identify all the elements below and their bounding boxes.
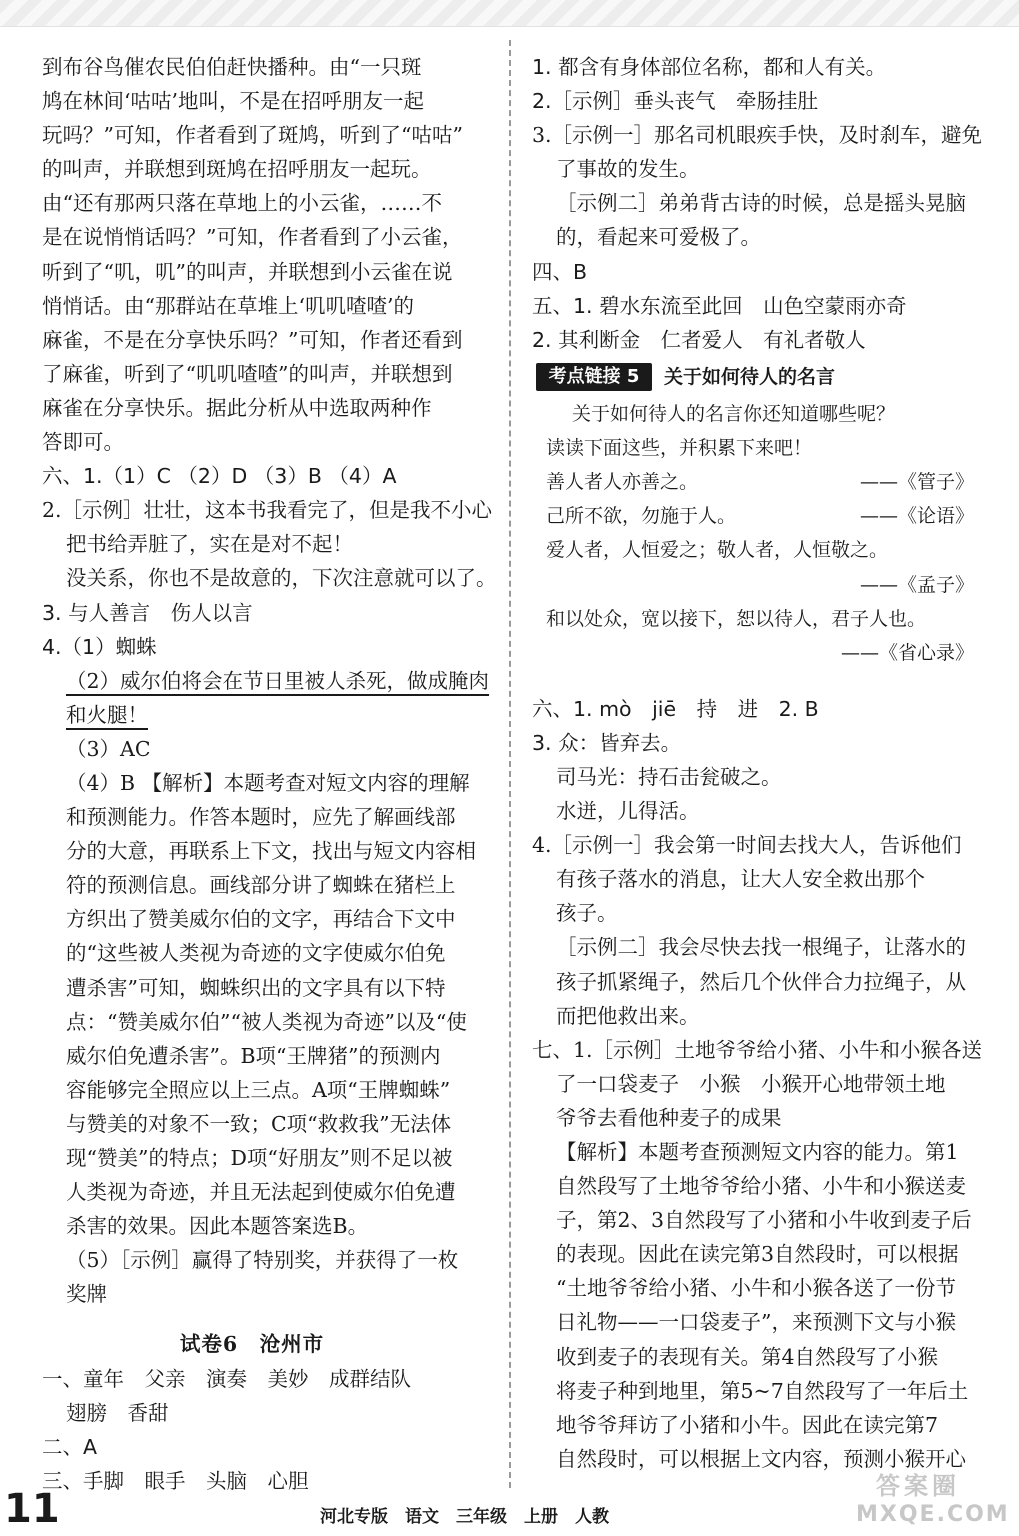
link-intro: 关于如何待人的名言你还知道哪些呢？ xyxy=(572,402,896,425)
page-number: 11 xyxy=(4,1486,60,1532)
text-line: 由“还有那两只落在草地上的小云雀，……不 xyxy=(42,191,442,216)
text-line: 玩吗？”可知，作者看到了斑鸠，听到了“咕咕” xyxy=(42,123,463,148)
quote-text: 爱人者，人恒爱之；敬人者，人恒敬之。 xyxy=(546,539,889,562)
analysis-line: 分的大意，再联系上下文，找出与短文内容相 xyxy=(66,839,476,864)
answer-line: 2.［示例］垂头丧气 牵肠挂肚 xyxy=(532,89,819,114)
paper-answer-1: 一、童年 父亲 演奏 美妙 成群结队 xyxy=(42,1366,411,1391)
text-line: 听到了“叽，叽”的叫声，并联想到小云雀在说 xyxy=(42,259,453,284)
knowledge-link-badge: 考点链接 5 xyxy=(536,363,652,391)
watermark-text: 答案圈 xyxy=(876,1472,960,1500)
quote-source: ——《管子》 xyxy=(859,471,974,494)
answer-6-4-2-cont: 和火腿！ xyxy=(66,702,148,727)
text-line: 了麻雀，听到了“叽叽喳喳”的叫声，并联想到 xyxy=(42,361,453,386)
column-divider xyxy=(509,40,511,1488)
analysis-line: 自然段写了土地爷爷给小猪、小牛和小猴送麦 xyxy=(556,1174,966,1199)
answer-6-4-3: （3）AC xyxy=(66,736,151,761)
paper-answer-2: 二、A xyxy=(42,1434,98,1459)
answer-6-2-cont: 把书给弄脏了，实在是对不起！ xyxy=(66,532,353,557)
analysis-line: 与赞美的对象不一致；C项“救救我”无法体 xyxy=(66,1111,452,1136)
answer-6-4-2: （2）威尔伯将会在节日里被人杀死，做成腌肉 xyxy=(66,668,490,693)
answer-7-1: 七、1.［示例］土地爷爷给小猪、小牛和小猴各送 xyxy=(532,1037,983,1062)
quote-source: ——《孟子》 xyxy=(859,573,974,596)
knowledge-link-title: 关于如何待人的名言 xyxy=(664,365,836,388)
answer-6-3-cont: 司马光：持石击瓮破之。 xyxy=(556,764,782,789)
analysis-line: 方织出了赞美威尔伯的文字，再结合下文中 xyxy=(66,907,456,932)
text-line: 悄悄话。由“那群站在草堆上‘叽叽喳喳’的 xyxy=(42,293,415,318)
answer-line: 1. 都含有身体部位名称，都和人有关。 xyxy=(532,55,887,79)
analysis-line: 子，第2、3自然段写了小猪和小牛收到麦子后 xyxy=(556,1208,972,1233)
text-line: 到布谷鸟催农民伯伯赶快播种。由“一只斑 xyxy=(42,55,422,79)
answer-line: 3.［示例一］那名司机眼疾手快，及时刹车，避免 xyxy=(532,123,983,148)
watermark-logo xyxy=(846,1466,1010,1530)
answer-6-4-cont: 有孩子落水的消息，让大人安全救出那个 xyxy=(556,867,925,892)
analysis-line: 符的预测信息。画线部分讲了蜘蛛在猪栏上 xyxy=(66,873,456,898)
answer-line: ［示例二］弟弟背古诗的时候，总是摇头晃脑 xyxy=(556,191,966,216)
answer-6-3-cont: 水迸，儿得活。 xyxy=(556,799,700,824)
answer-6-3: 3. 与人善言 伤人以言 xyxy=(42,600,253,625)
answer-6-4-cont: 孩子。 xyxy=(556,901,618,926)
answer-6-4-5-cont: 奖牌 xyxy=(66,1282,107,1307)
analysis-line: 【解析】本题考查预测短文内容的能力。第1 xyxy=(556,1140,959,1164)
knowledge-link-header xyxy=(532,357,980,397)
answer-6-4-cont: ［示例二］我会尽快去找一根绳子，让落水的 xyxy=(556,935,966,960)
analysis-line: 杀害的效果。因此本题答案选B。 xyxy=(66,1214,369,1239)
answer-6-1: 六、1.（1）C （2）D （3）B （4）A xyxy=(42,464,397,489)
text-line: 答即可。 xyxy=(42,430,124,455)
answer-line: 的，看起来可爱极了。 xyxy=(556,225,761,250)
paper-title: 试卷6 沧州市 xyxy=(179,1332,325,1357)
analysis-line: 收到麦子的表现有关。第4自然段写了小猴 xyxy=(556,1344,939,1369)
answer-6-1: 六、1. mò jiē 持 进 2. B xyxy=(532,696,819,721)
analysis-line: 和预测能力。作答本题时，应先了解画线部 xyxy=(66,805,456,830)
answer-6-4-1: 4.（1）蜘蛛 xyxy=(42,634,157,659)
analysis-line: “土地爷爷给小猪、小牛和小猴各送了一份节 xyxy=(556,1276,956,1301)
text-line: 麻雀，不是在分享快乐吗？”可知，作者还看到 xyxy=(42,327,463,352)
quote-text: 和以处众，宽以接下，恕以待人，君子人也。 xyxy=(546,607,927,630)
analysis-line: 威尔伯免遭杀害”。B项“王牌猪”的预测内 xyxy=(66,1043,441,1068)
quote-source: ——《论语》 xyxy=(859,505,974,528)
answer-6-4-5: （5）［示例］赢得了特别奖，并获得了一枚 xyxy=(66,1248,459,1273)
text-line: 麻雀在分享快乐。据此分析从中选取两种作 xyxy=(42,395,432,420)
answer-7-1-cont: 了一口袋麦子 小猴 小猴开心地带领土地 xyxy=(556,1071,946,1096)
paper-answer-1-cont: 翅膀 香甜 xyxy=(66,1400,169,1425)
answer-7-1-cont: 爷爷去看他种麦子的成果 xyxy=(556,1105,782,1130)
answer-6-4-4: （4）B 【解析】本题考查对短文内容的理解 xyxy=(66,770,470,795)
answer-6-2-cont: 没关系，你也不是故意的，下次注意就可以了。 xyxy=(66,566,497,591)
analysis-line: 人类视为奇迹，并且无法起到使威尔伯免遭 xyxy=(66,1180,456,1205)
answer-line: 了事故的发生。 xyxy=(556,157,700,182)
answer-6-3: 3. 众：皆弃去。 xyxy=(532,730,682,755)
answer-6-2: 2.［示例］壮壮，这本书我看完了，但是我不小心 xyxy=(42,498,493,523)
top-decorative-band xyxy=(0,0,1019,27)
book-info: 河北专版 语文 三年级 上册 人教 xyxy=(320,1507,609,1527)
watermark-url: MXQE.COM xyxy=(856,1502,1010,1527)
text-line: 是在说悄悄话吗？”可知，作者看到了小云雀， xyxy=(42,225,463,250)
answer-line: 五、1. 碧水东流至此回 山色空蒙雨亦奇 xyxy=(532,293,907,318)
answer-6-4-cont: 而把他救出来。 xyxy=(556,1003,700,1028)
quote-text: 善人者人亦善之。 xyxy=(546,471,699,494)
quote-source: ——《省心录》 xyxy=(840,641,974,664)
analysis-line: 日礼物——一口袋麦子”，来预测下文与小猴 xyxy=(556,1310,956,1335)
answer-6-4: 4.［示例一］我会第一时间去找大人，告诉他们 xyxy=(532,833,962,858)
text-line: 的叫声，并联想到斑鸠在招呼朋友一起玩。 xyxy=(42,157,432,182)
text-line: 鸠在林间‘咕咕’地叫，不是在招呼朋友一起 xyxy=(42,89,425,114)
link-intro: 读读下面这些，并积累下来吧！ xyxy=(546,436,813,459)
analysis-line: 遭杀害”可知，蜘蛛织出的文字具有以下特 xyxy=(66,975,446,1000)
analysis-line: 的“这些被人类视为奇迹的文字使威尔伯免 xyxy=(66,941,446,966)
right-column xyxy=(532,50,983,1476)
analysis-line: 的表现。因此在读完第3自然段时，可以根据 xyxy=(556,1242,959,1267)
analysis-line: 将麦子种到地里，第5~7自然段写了一年后土 xyxy=(556,1378,969,1403)
left-column xyxy=(42,50,497,1498)
analysis-line: 点：“赞美威尔伯”“被人类视为奇迹”以及“使 xyxy=(66,1009,467,1034)
paper-answer-3: 三、手脚 眼手 头脑 心胆 xyxy=(42,1468,309,1493)
answer-line: 2. 其利断金 仁者爱人 有礼者敬人 xyxy=(532,327,866,352)
quote-text: 己所不欲，勿施于人。 xyxy=(546,505,737,528)
answer-line: 四、B xyxy=(532,259,588,284)
analysis-line: 自然段时，可以根据上文内容，预测小猴开心 xyxy=(556,1446,966,1471)
analysis-line: 现“赞美”的特点；D项“好朋友”则不足以被 xyxy=(66,1146,453,1170)
analysis-line: 容能够完全照应以上三点。A项“王牌蜘蛛” xyxy=(66,1077,451,1102)
analysis-line: 地爷爷拜访了小猪和小牛。因此在读完第7 xyxy=(556,1412,939,1437)
answer-6-4-cont: 孩子抓紧绳子，然后几个伙伴合力拉绳子，从 xyxy=(556,969,966,994)
